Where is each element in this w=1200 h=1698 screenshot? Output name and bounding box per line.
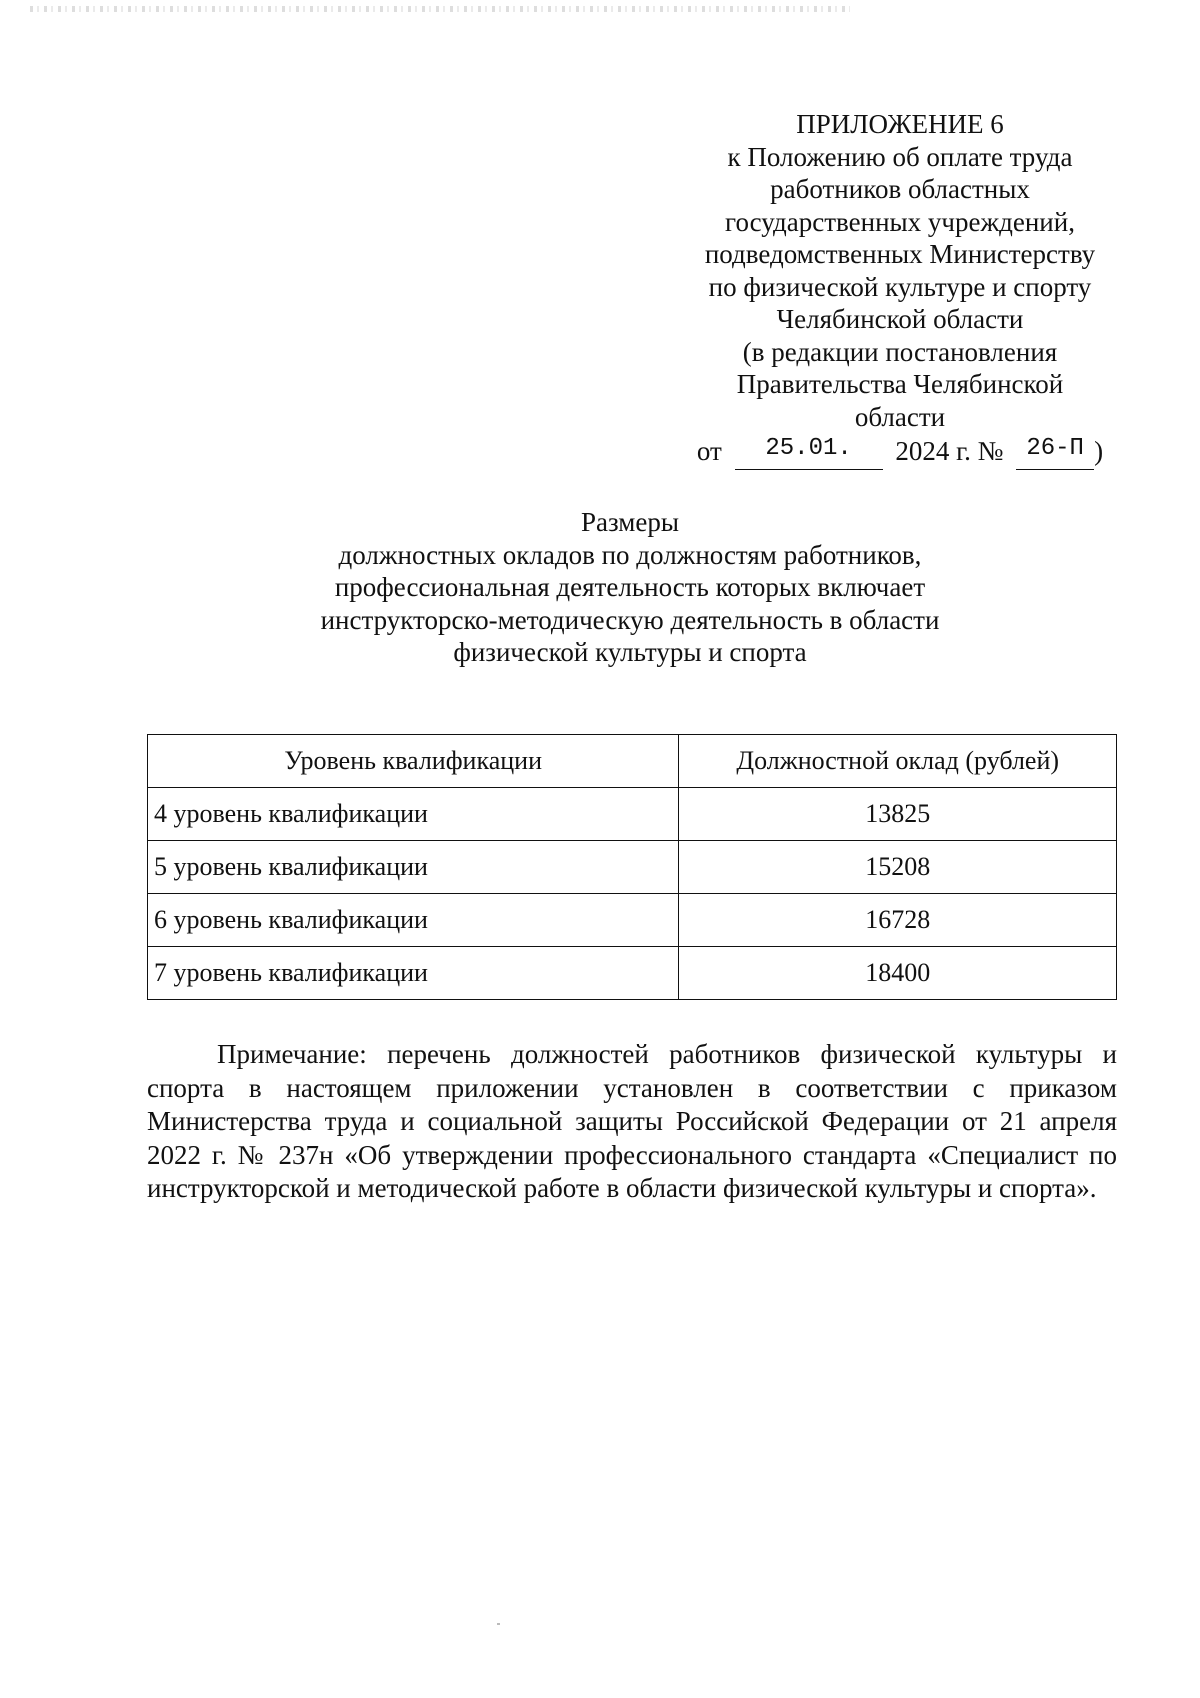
scan-speck [497,1623,500,1625]
appendix-line: государственных учреждений, [725,206,1075,237]
heading-line: профессиональная деятельность которых включает [334,572,926,602]
table-row [148,841,1117,894]
table-row [148,894,1117,947]
handwritten-number-field [1016,435,1094,470]
qualification-level-cell: 7 уровень квалификации [148,947,679,1000]
qualification-level-cell: 6 уровень квалификации [148,894,679,947]
table-row [148,947,1117,1000]
appendix-line: области [854,401,946,432]
salary-cell: 13825 [679,788,1117,841]
qualification-level-cell: 5 уровень квалификации [148,841,679,894]
date-year: 2024 г. № [895,436,1004,466]
handwritten-date: 25.01. [765,435,852,462]
appendix-line: работников областных [770,174,1030,204]
appendix-title: ПРИЛОЖЕНИЕ 6 [796,109,1004,139]
table-row [148,788,1117,841]
column-header-salary: Должностной оклад (рублей) [679,735,1117,788]
salary-table [147,734,1117,1000]
appendix-line: подведомственных Министерству [704,239,1096,269]
date-prefix: от [696,436,722,466]
appendix-line: по физической культуре и спорту [708,271,1092,302]
closing-paren: ) [1094,436,1104,466]
column-header-level: Уровень квалификации [148,735,679,788]
heading-line: должностных окладов по должностям работников, [338,539,922,570]
table-header-row [148,735,1117,788]
heading-line: Размеры [581,507,679,537]
salary-cell: 16728 [679,894,1117,947]
salary-cell: 15208 [679,841,1117,894]
resolution-date-line [680,435,1120,470]
salary-cell: 18400 [679,947,1117,1000]
heading-line: физической культуры и спорта [453,637,807,667]
appendix-line: Правительства Челябинской [736,369,1064,399]
handwritten-number: 26-П [1026,435,1084,462]
document-heading [260,506,1000,669]
heading-line: инструкторско-методическую деятельность в области [320,604,940,635]
appendix-line: (в редакции постановления [742,336,1058,367]
appendix-header [680,108,1120,470]
handwritten-date-field [735,435,883,470]
note-paragraph: Примечание: перечень должностей работников физической культуры и спорта в настоящем приложении установлен в соответствии с приказом Министерства труда и социальной защиты Российской Федерации от 21 апреля 2022 г. № 237н «Об утверждении профессионального стандарта «Специалист по инструкторской и методической работе в области физической культуры и спорта». [147,1039,1117,1203]
scan-artifact [30,6,850,12]
qualification-level-cell: 4 уровень квалификации [148,788,679,841]
appendix-line: Челябинской области [776,304,1024,334]
appendix-line: к Положению об оплате труда [727,141,1073,172]
